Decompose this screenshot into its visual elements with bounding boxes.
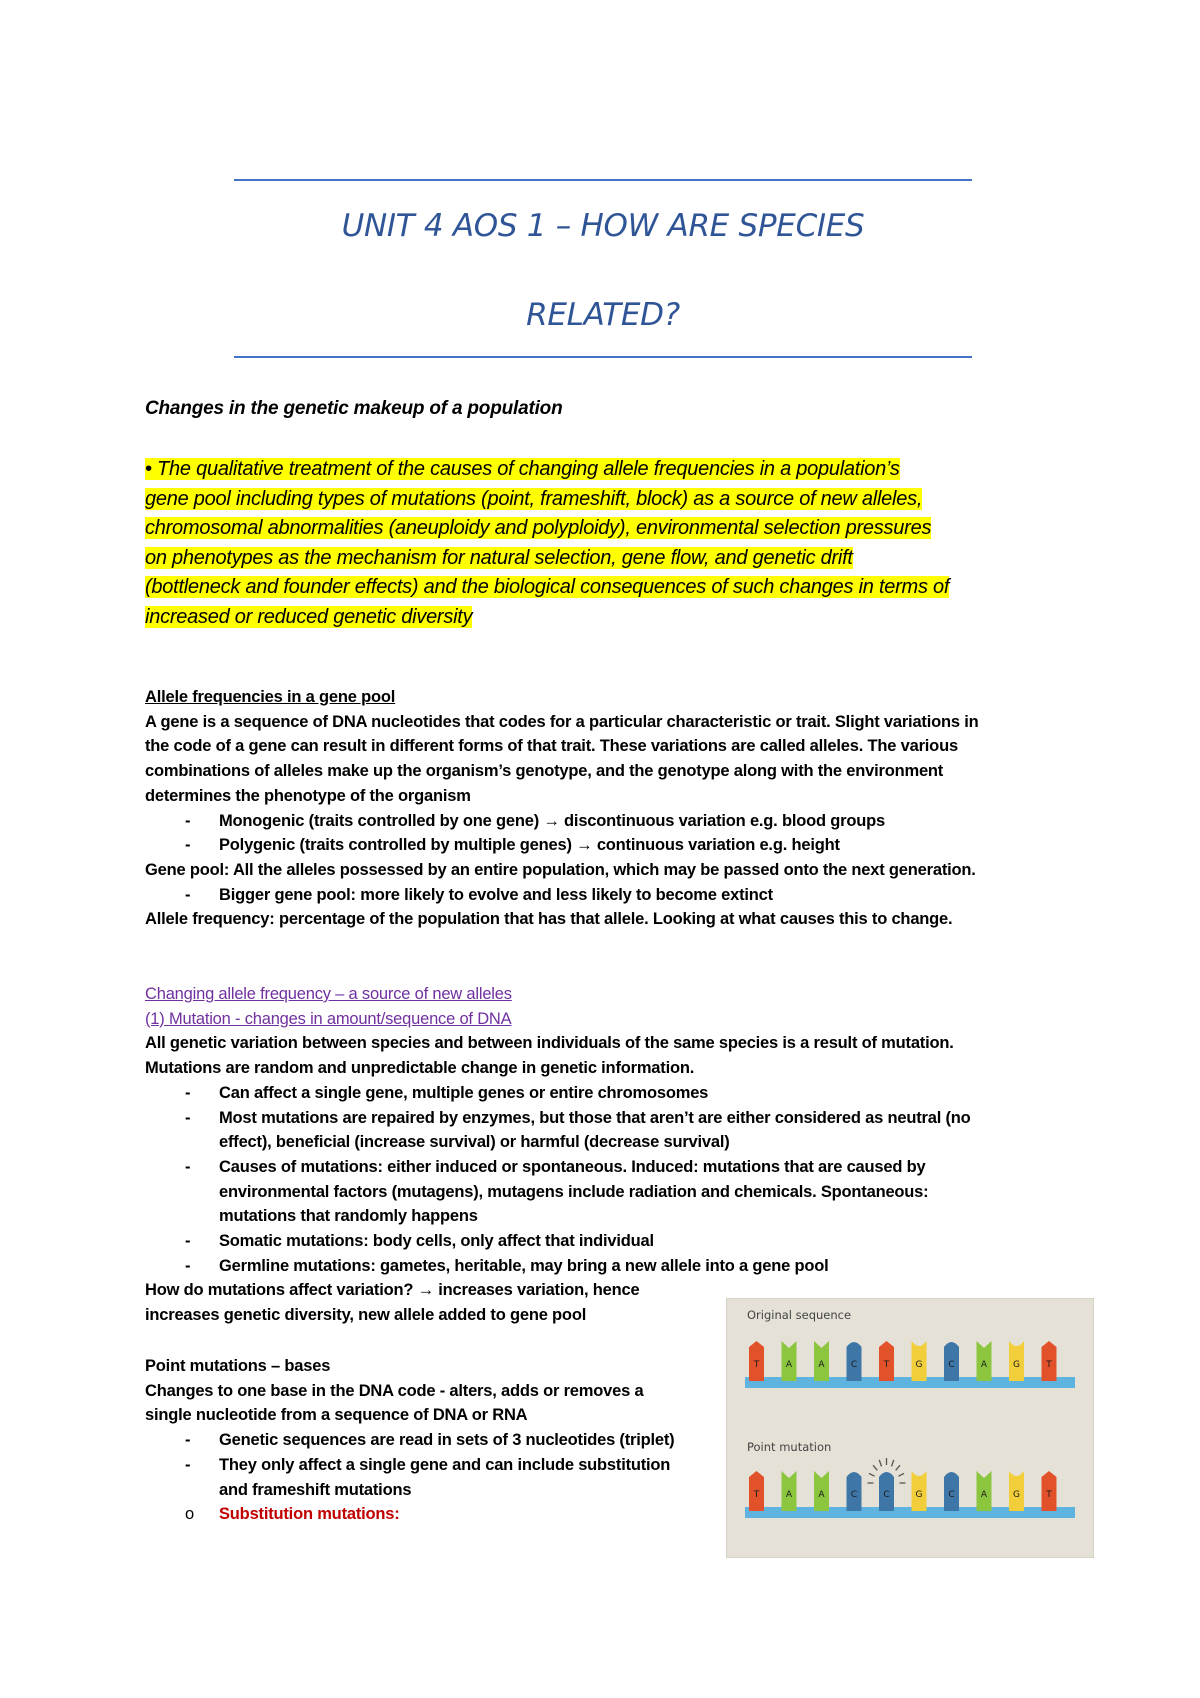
original-sequence-row [745,1341,1075,1388]
list-item: - They only affect a single gene and can include substitution and frameshift mutations [185,1455,671,1499]
list-item: - Monogenic (traits controlled by one gene) → discontinuous variation e.g. blood groups [185,811,885,830]
nucleotide-letter: A [818,1490,825,1500]
allele-para-line: A gene is a sequence of DNA nucleotides that codes for a particular characteristic or trait. Slight variations in [145,712,979,731]
list-item: - Causes of mutations: either induced or spontaneous. Induced: mutations that are caused by environmental factors (mutagens), mutagens include radiation and chemicals. Spontaneous: mutations that randomly happens [185,1157,929,1226]
page-title-line-1: UNIT 4 AOS 1 – HOW ARE SPECIES [341,208,865,244]
key-knowledge-block [145,455,1075,632]
nucleotide-letter: C [850,1360,858,1370]
mutation-burst-line [891,1460,893,1466]
point-mutation-section [145,1354,725,1527]
allele-para-line: the code of a gene can result in different forms of that trait. These variations are called alleles. The various [145,737,958,756]
variation-line: increases genetic diversity, new allele added to gene pool [145,1306,587,1325]
list-item: - Bigger gene pool: more likely to evolve and less likely to become extinct [185,885,773,904]
list-item: - Germline mutations: gametes, heritable, may bring a new allele into a gene pool [185,1256,829,1275]
nucleotide-letter: G [915,1490,923,1500]
mutation-burst-line [873,1465,877,1470]
nucleotide-letter: C [850,1490,858,1500]
key-knowledge-line: chromosomal abnormalities (aneuploidy and polyploidy), environmental selection pressures [145,517,932,539]
allele-frequency-definition: Allele frequency: percentage of the population that has that allele. Looking at what causes this to change. [145,910,953,929]
mutation-burst-line [869,1473,875,1476]
list-item: - Genetic sequences are read in sets of 3 nucleotides (triplet) [185,1431,675,1450]
list-item: - Somatic mutations: body cells, only affect that individual [185,1232,654,1251]
nucleotide-letter: C [883,1490,890,1500]
key-knowledge-line: (bottleneck and founder effects) and the biological consequences of such changes in terms of [145,576,950,598]
nucleotide-letter: T [753,1490,760,1500]
nucleotide-letter: C [948,1490,955,1500]
mutation-para-line: All genetic variation between species and between individuals of the same species is a result of mutation. [145,1034,954,1053]
title-rule-top [234,179,972,181]
key-knowledge-line: • The qualitative treatment of the causes of changing allele frequencies in a population’s [145,458,900,480]
mutation-burst-line [879,1460,881,1466]
nucleotide-letter: A [980,1360,988,1370]
list-item: - Can affect a single gene, multiple genes or entire chromosomes [185,1083,709,1102]
nucleotide-letter: T [1046,1360,1052,1370]
mutation-heading-2: (1) Mutation - changes in amount/sequence of DNA [145,1009,512,1028]
nucleotide-letter: C [948,1360,955,1370]
mutation-burst-line [899,1473,905,1476]
figure-label-point-mutation: Point mutation [747,1440,832,1454]
mutation-burst-line [896,1465,900,1470]
nucleotide-letter: G [915,1360,923,1370]
nucleotide-letter: A [980,1490,988,1500]
key-knowledge-line: gene pool including types of mutations (point, frameshift, block) as a source of new alleles, [145,487,923,510]
nucleotide-letter: A [785,1490,793,1500]
key-knowledge-line: increased or reduced genetic diversity [145,605,473,628]
title-rule-bottom [234,356,972,358]
figure-label-original: Original sequence [747,1308,852,1322]
mutation-para-line: Mutations are random and unpredictable change in genetic information. [145,1059,695,1078]
allele-section-heading: Allele frequencies in a gene pool [145,688,396,706]
allele-section [145,685,1085,932]
allele-para-line: combinations of alleles make up the organism’s genotype, and the genotype along with the environment [145,762,944,781]
nucleotide-letter: A [818,1360,825,1370]
mutation-heading-1: Changing allele frequency – a source of new alleles [145,985,512,1003]
variation-line: How do mutations affect variation? → increases variation, hence [145,1281,640,1300]
list-item: - Polygenic (traits controlled by multiple genes) → continuous variation e.g. height [185,836,840,855]
gene-pool-definition: Gene pool: All the alleles possessed by an entire population, which may be passed onto the next generation. [145,860,976,879]
sub-list-item: o Substitution mutations: [185,1505,400,1524]
dna-diagram [727,1299,1093,1557]
nucleotide-letter: T [883,1360,890,1370]
mutated-sequence-row [745,1458,1075,1518]
mutation-section [145,982,1085,1328]
section-heading: Changes in the genetic makeup of a population [145,398,563,419]
page-title-line-2: RELATED? [526,297,680,333]
key-knowledge-line: on phenotypes as the mechanism for natural selection, gene flow, and genetic drift [145,546,853,569]
nucleotide-letter: G [1013,1360,1020,1370]
allele-para-line: determines the phenotype of the organism [145,786,471,805]
point-para-line: Changes to one base in the DNA code - alters, adds or removes a [145,1381,644,1400]
nucleotide-letter: G [1013,1490,1020,1500]
point-mutation-figure [726,1298,1094,1558]
point-mutation-heading: Point mutations – bases [145,1357,331,1375]
nucleotide-letter: T [1046,1490,1052,1500]
nucleotide-letter: A [785,1360,793,1370]
nucleotide-letter: T [753,1360,760,1370]
list-item: - Most mutations are repaired by enzymes, but those that aren’t are either considered as neutral (no effect), beneficial (increase survival) or harmful (decrease survival) [185,1108,971,1152]
point-para-line: single nucleotide from a sequence of DNA or RNA [145,1406,528,1425]
